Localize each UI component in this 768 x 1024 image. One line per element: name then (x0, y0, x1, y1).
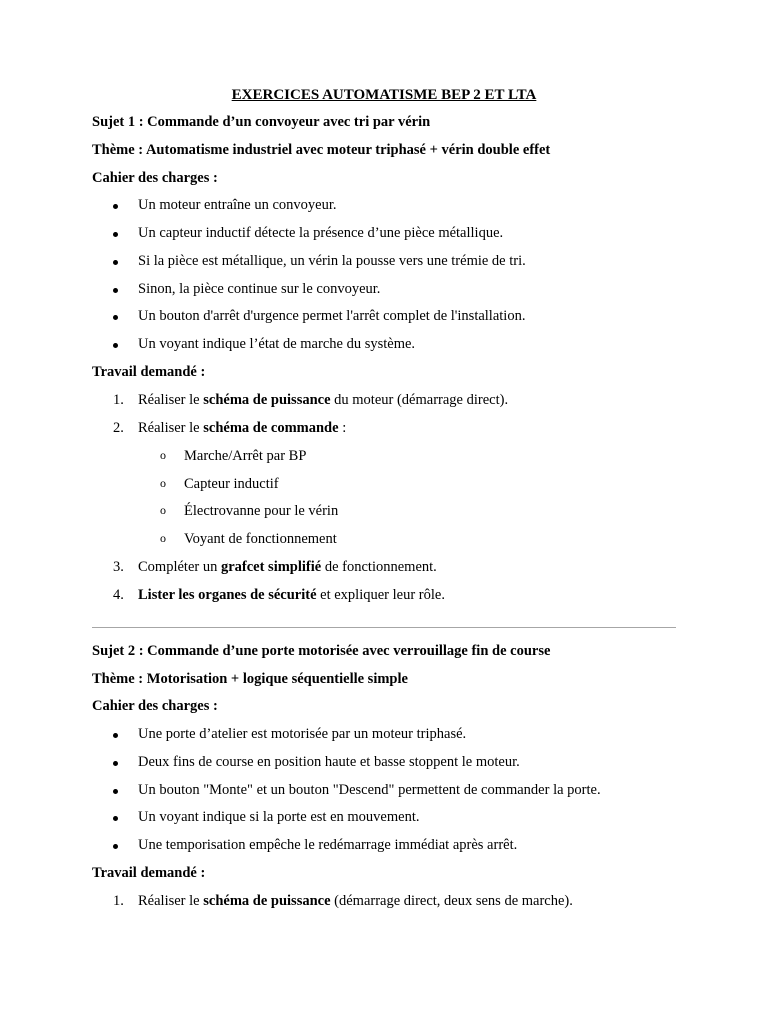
sujet1-travail-label: Travail demandé : (92, 364, 206, 380)
sujet2-theme: Thème : Motorisation + logique séquentielle simple (92, 671, 408, 687)
sujet2-travail-label: Travail demandé : (92, 865, 206, 881)
sujet2-heading: Sujet 2 : Commande d’une porte motorisée avec verrouillage fin de course (92, 643, 551, 659)
sujet1-theme: Thème : Automatisme industriel avec moteur triphasé + vérin double effet (92, 142, 551, 158)
sujet2-cahier-label: Cahier des charges : (92, 698, 218, 714)
document-page: EXERCICES AUTOMATISME BEP 2 ET LTA Sujet 1 : Commande d’un convoyeur avec tri par vérin Thème : Automatisme industriel avec moteur triphasé + vérin double effet Cahier des charges : Un moteur entraîne un convoyeur. Un capteur inductif détecte la présence d’une pièce métallique. Si la pièce est métallique, un vérin la pousse vers une trémie de tri. Sinon, la pièce continue sur le convoyeur. Un bouton d'arrêt d'urgence permet l'arrêt complet de l'installation. Un voyant indique l’état de marche du système. Travail demandé : 1. Réaliser le schéma de puissance du moteur (démarrage direct). 2. Réaliser le schéma de commande : o Marche/Arrêt par BP o Capteur inductif o Électrovanne pour le vérin o Voyant de fonctionnement 3. Compléter un grafcet simplifié de fonctionnement. 4. Lister les organes de sécurité et expliquer leur rôle. Sujet 2 : Commande d’une porte motorisée avec verrouillage fin de course Thème : Motorisation + logique séquentielle simple Cahier des charges : Une porte d’atelier est motorisée par un moteur triphasé. Deux fins de course en position haute et basse stoppent le moteur. Un bouton "Monte" et un bouton "Descend" permettent de commander la porte. Un voyant indique si la porte est en mouvement. Une temporisation empêche le redémarrage immédiat après arrêt. Travail demandé : 1. Réaliser le schéma de puissance (démarrage direct, deux sens de marche). (0, 0, 768, 1024)
document-title: EXERCICES AUTOMATISME BEP 2 ET LTA (231, 87, 537, 103)
sujet1-cahier-label: Cahier des charges : (92, 170, 218, 186)
section-divider (92, 627, 676, 628)
sujet1-heading: Sujet 1 : Commande d’un convoyeur avec tri par vérin (92, 114, 431, 130)
